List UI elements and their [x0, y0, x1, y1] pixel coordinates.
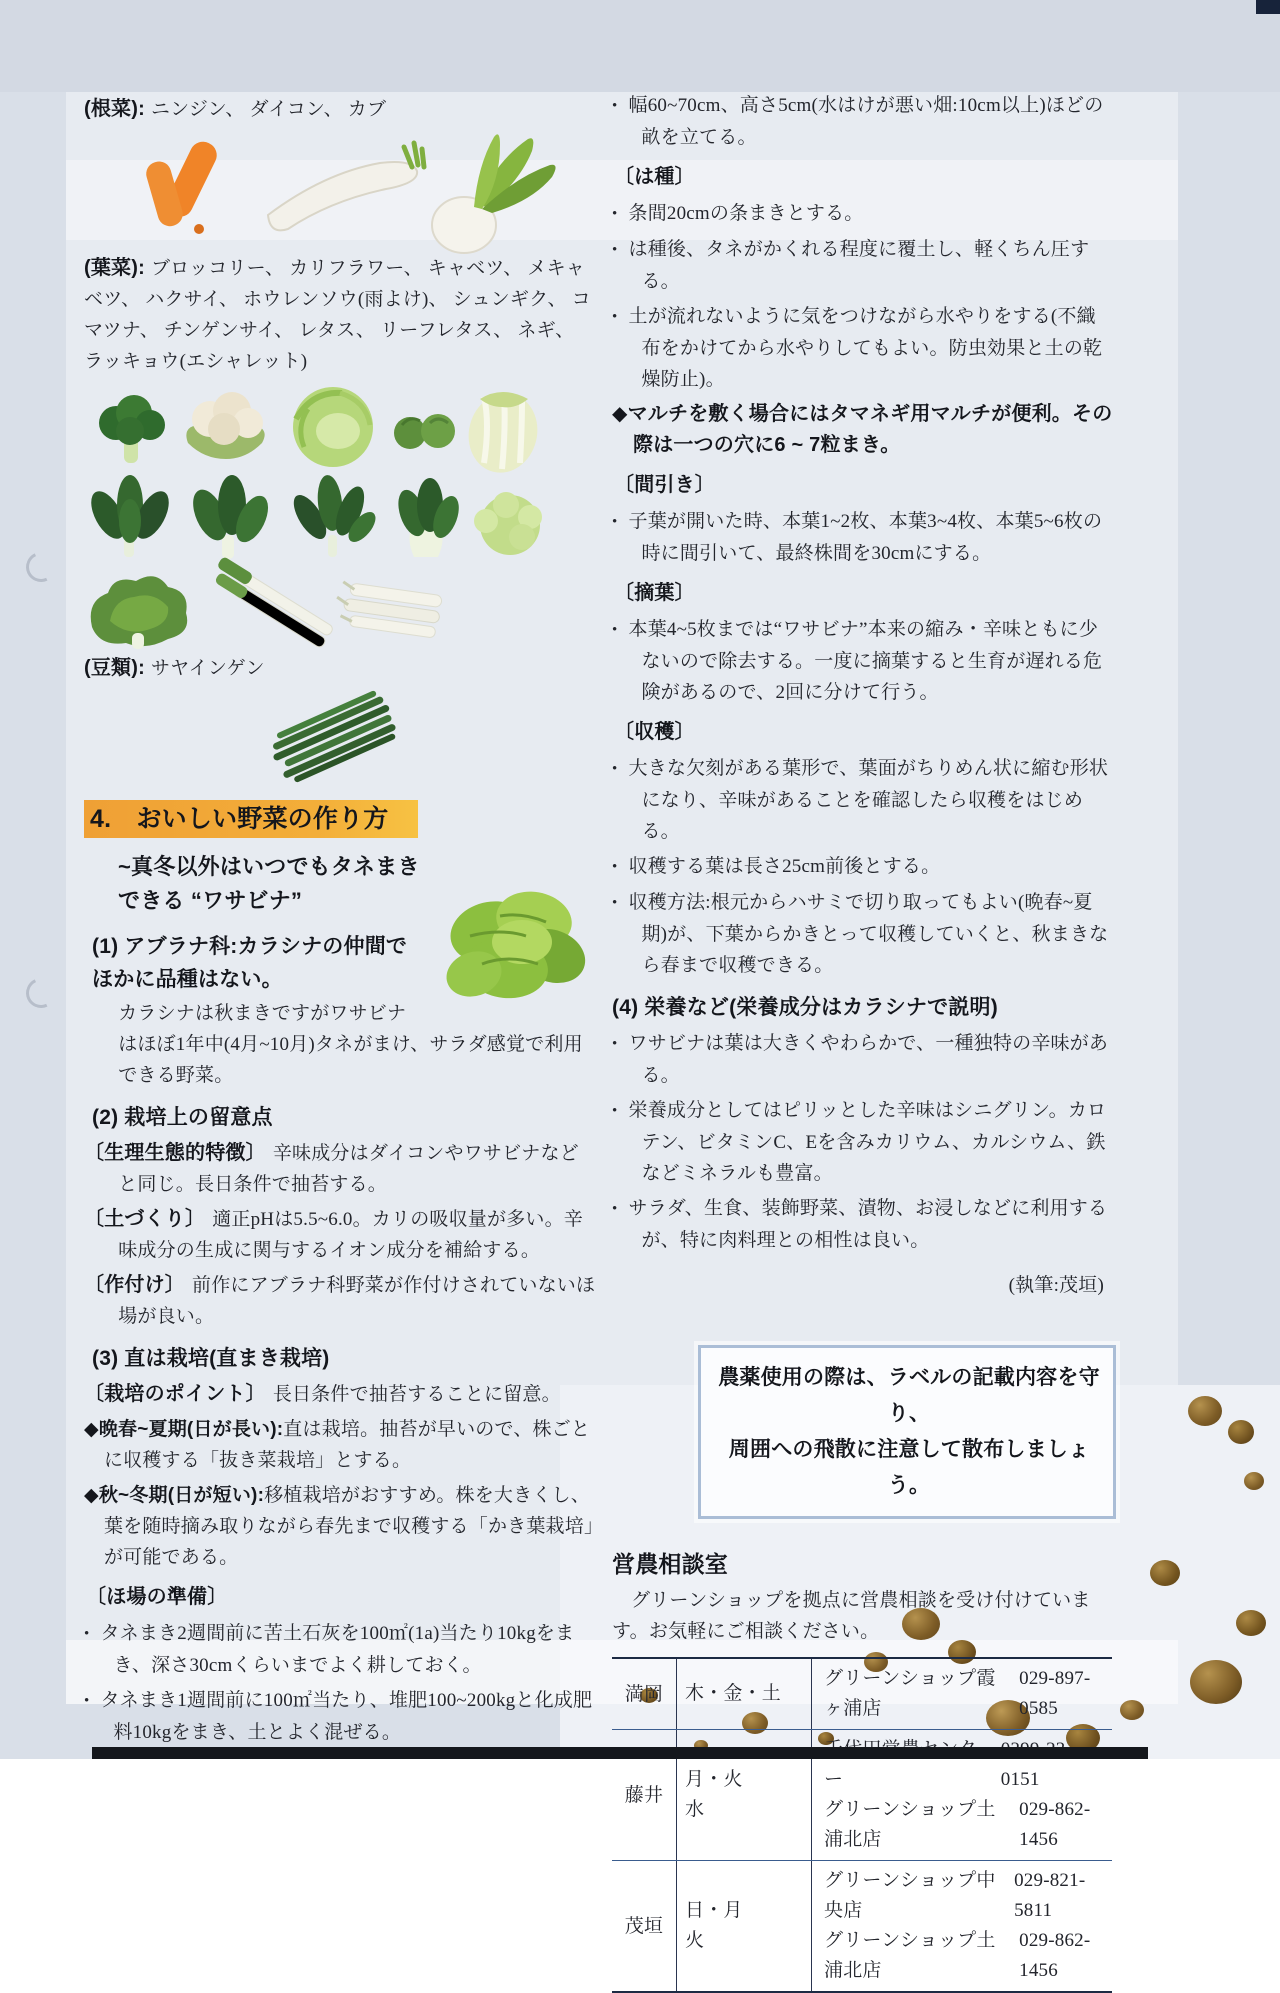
nutrition-bullet-2	[612, 1095, 1114, 1189]
beans-images	[84, 688, 598, 784]
bullet-marker: •	[612, 1103, 618, 1119]
bullet-marker: •	[612, 895, 618, 911]
shop-name: グリーンショップ土浦北店	[824, 1930, 996, 1981]
consultation-intro: グリーンショップを拠点に営農相談を受け付けています。お気軽にご相談ください。	[612, 1590, 1091, 1642]
table-row	[612, 1659, 1112, 1729]
sowing-bullet-3	[612, 301, 1114, 395]
advisor-days-line2: 水	[685, 1799, 705, 1820]
shop-name: ー	[824, 1769, 844, 1790]
bullet-marker: •	[612, 309, 618, 325]
leaf-veg-line	[84, 253, 598, 377]
advisor-days	[677, 1861, 812, 1991]
soil-crumb	[1190, 1660, 1242, 1704]
diamond-marker: ◆	[84, 1419, 99, 1440]
right-column	[612, 86, 1114, 1993]
sowing-bullet-1-text: 条間20cmの条まきとする。	[628, 203, 864, 224]
chingensai-image	[384, 479, 468, 561]
late-spring-para	[84, 1414, 598, 1476]
soil-crumb	[1188, 1396, 1222, 1426]
advisor-days	[677, 1659, 812, 1729]
physiology-para	[84, 1138, 598, 1200]
field-prep-bullet-2	[84, 1685, 598, 1748]
bullet-marker: •	[612, 622, 618, 638]
thinning-bullet-text: 子葉が開いた時、本葉1~2枚、本葉3~4枚、本葉5~6枚の時に間引いて、最終株間を30cmにする。	[628, 511, 1103, 564]
soilprep-label: 〔土づくり〕	[84, 1208, 206, 1230]
advisor-days-line1: 日・月	[685, 1900, 743, 1921]
autumn-winter-text: 移植栽培がおすすめ。株を大きくし、葉を随時摘み取りながら春先まで収穫する「かき葉栽培」が可能である。	[103, 1485, 594, 1568]
ridge-bullet	[612, 90, 1114, 153]
pesticide-notice-line2: 周囲への飛散に注意して散布しましょう。	[728, 1438, 1090, 1497]
sowing-bullet-3-text: 土が流れないように気をつけながら水やりをする(不織布をかけてから水やりしてもよい。防虫効果と土の乾燥防止)。	[628, 306, 1103, 390]
table-row	[612, 1860, 1112, 1991]
harvest-bullet-3	[612, 887, 1114, 981]
shop-phone: 029-862-1456	[1019, 1930, 1091, 1981]
field-prep-heading: 〔ほ場の準備〕	[86, 1586, 228, 1608]
cabbage-image	[282, 381, 384, 469]
consultation-title: 営農相談室	[612, 1551, 728, 1577]
shop-name: グリーンショップ土浦北店	[824, 1799, 996, 1850]
advisor-locations	[812, 1861, 1112, 1991]
item1-body: カラシナは秋まきですがワサビナはほぼ1年中(4月~10月)タネがまけ、サラダ感覚で利用できる野菜。	[118, 1003, 583, 1086]
cropping-para	[84, 1270, 598, 1332]
late-spring-lead: 晩春~夏期(日が長い):	[98, 1419, 284, 1440]
nutrition-bullet-1	[612, 1028, 1114, 1091]
turnip-image	[416, 121, 566, 261]
cropping-text: 前作にアブラナ科野菜が作付けされていないほ場が良い。	[118, 1275, 596, 1327]
location-line	[824, 1664, 1110, 1724]
soilprep-text: 適正pHは5.5~6.0。カリの吸収量が多い。辛味成分の生成に関与するイオン成分を補給する。	[118, 1209, 584, 1261]
shop-phone: 029-862-1456	[1019, 1799, 1091, 1850]
beans-line	[84, 653, 598, 684]
late-spring-text: 直は栽培。抽苔が早いので、株ごとに収穫する「抜き菜栽培」とする。	[103, 1419, 591, 1471]
advisor-days-line1: 月・火	[685, 1769, 743, 1790]
nutrition-bullet-3	[612, 1193, 1114, 1256]
leaf-picking-bullet-text: 本葉4~5枚までは“ワサビナ”本来の縮み・辛味ともに少ないので除去する。一度に摘葉すると生育が遅れる危険があるので、2回に分けて行う。	[628, 619, 1103, 703]
root-veg-images	[84, 129, 598, 253]
harvest-bullet-2	[612, 851, 1114, 883]
field-prep-bullet-1-text: タネまき2週間前に苦土石灰を100㎡(1a)当たり10kgをまき、深さ30cmくらいまでよく耕しておく。	[100, 1623, 575, 1676]
scan-corner-mark	[1256, 0, 1280, 14]
bullet-marker: •	[84, 1693, 90, 1709]
advisor-name: 満岡	[612, 1659, 677, 1729]
location-line	[824, 1926, 1110, 1986]
cropping-label: 〔作付け〕	[84, 1274, 185, 1296]
bullet-marker: •	[84, 1626, 90, 1642]
advisor-locations	[812, 1659, 1112, 1729]
shop-phone: 029-821-5811	[1014, 1870, 1086, 1921]
nutrition-bullet-1-text: ワサビナは葉は大きくやわらかで、一種独特の辛味がある。	[628, 1033, 1109, 1086]
bullet-marker: •	[612, 514, 618, 530]
autumn-winter-para	[84, 1480, 598, 1573]
green-beans-image	[260, 688, 410, 784]
pesticide-notice-box	[698, 1345, 1116, 1519]
shop-phone: 029-897-0585	[1019, 1668, 1091, 1719]
komatsuna-image	[186, 479, 274, 563]
bullet-marker: •	[612, 206, 618, 222]
beans-label: (豆類):	[84, 657, 145, 679]
section4-subtitle-line2: できる “ワサビナ”	[118, 888, 303, 913]
section4	[84, 784, 598, 1748]
carrot-image	[136, 133, 256, 251]
leaf-lettuce-image	[84, 567, 196, 653]
harvest-bullet-2-text: 収穫する葉は長さ25cm前後とする。	[628, 856, 941, 877]
item2-heading: (2) 栽培上の留意点	[92, 1106, 273, 1129]
pesticide-notice-line1: 農薬使用の際は、ラベルの記載内容を守り、	[718, 1366, 1100, 1425]
shop-name: グリーンショップ中央店	[824, 1870, 996, 1921]
thinning-bullet	[612, 506, 1114, 569]
soil-crumb	[1228, 1420, 1254, 1444]
ridge-bullet-text: 幅60~70cm、高さ5cm(水はけが悪い畑:10cm以上)ほどの畝を立てる。	[628, 95, 1104, 148]
growpoint-text: 長日条件で抽苔することに留意。	[272, 1384, 561, 1405]
bullet-marker: •	[612, 859, 618, 875]
mulch-para	[612, 399, 1114, 461]
harvest-bullet-3-text: 収穫方法:根元からハサミで切り取ってもよい(晩春~夏期)が、下葉からかきとって収穫していくと、秋まきなら春まで収穫できる。	[628, 892, 1109, 976]
advisor-name: 茂垣	[612, 1861, 677, 1991]
spinach-image	[86, 477, 174, 561]
physiology-text: 辛味成分はダイコンやワサビナなどと同じ。長日条件で抽苔する。	[118, 1143, 579, 1195]
leaf-veg-items: ブロッコリー、 カリフラワー、 キャベツ、 メキャベツ、 ハクサイ、 ホウレンソウ(雨よけ)、 シュンギク、 コマツナ、 チンゲンサイ、 レタス、 リーフレタス、 ネギ、 ラッキョウ(エシャレット)	[84, 258, 591, 372]
growpoint-para	[84, 1379, 598, 1410]
nutrition-bullet-2-text: 栄養成分としてはピリッとした辛味はシニグリン。カロテン、ビタミンC、Eを含みカリウム、カルシウム、鉄などミネラルも豊富。	[628, 1100, 1107, 1184]
diamond-marker: ◆	[84, 1485, 99, 1506]
root-veg-label: (根菜):	[84, 98, 145, 120]
soil-crumb	[1244, 1472, 1264, 1490]
soil-crumb	[1120, 1700, 1144, 1720]
consultation-section	[612, 1549, 1114, 1993]
scan-edge-bar	[92, 1747, 1148, 1759]
soil-crumb	[1150, 1560, 1180, 1586]
bullet-marker: •	[612, 1201, 618, 1217]
lettuce-image	[464, 487, 556, 559]
item4-heading: (4) 栄養など(栄養成分はカラシナで説明)	[612, 996, 998, 1019]
sowing-heading: 〔は種〕	[614, 166, 695, 188]
thinning-heading: 〔間引き〕	[614, 474, 715, 496]
scan-band-top	[0, 0, 1280, 92]
sowing-bullet-1	[612, 198, 1114, 230]
shungiku-image	[290, 477, 378, 561]
nutrition-bullet-3-text: サラダ、生食、装飾野菜、漬物、お浸しなどに利用するが、特に肉料理との相性は良い。	[628, 1198, 1108, 1251]
brussels-sprouts-image	[392, 407, 458, 457]
sowing-bullet-2	[612, 234, 1114, 297]
hole-punch-bottom	[22, 974, 60, 1012]
left-column	[84, 94, 598, 1752]
wasabina-image	[430, 872, 598, 1020]
autumn-winter-lead: 秋~冬期(日が短い):	[98, 1485, 265, 1506]
beans-items: サヤインゲン	[150, 658, 265, 679]
sowing-bullet-2-text: は種後、タネがかくれる程度に覆土し、軽くちん圧する。	[628, 239, 1090, 292]
diamond-marker: ◆	[612, 403, 628, 425]
author-byline: (執筆:茂垣)	[1008, 1275, 1104, 1296]
rakkyo-image	[326, 563, 460, 655]
bullet-marker: •	[612, 98, 618, 114]
section4-title: 4. おいしい野菜の作り方	[84, 800, 418, 838]
leaf-picking-bullet	[612, 614, 1114, 708]
location-line	[824, 1795, 1110, 1855]
item1-heading: (1) アブラナ科:カラシナの仲間でほかに品種はない。	[92, 935, 408, 991]
cauliflower-image	[180, 385, 272, 469]
leaf-veg-label: (葉菜):	[84, 257, 145, 279]
leaf-veg-images	[84, 381, 598, 653]
bullet-marker: •	[612, 242, 618, 258]
daikon-image	[254, 129, 429, 251]
soilprep-para	[84, 1204, 598, 1266]
leaf-picking-heading: 〔摘葉〕	[614, 582, 695, 604]
bullet-marker: •	[612, 761, 618, 777]
harvest-bullet-1	[612, 753, 1114, 847]
consultation-table	[612, 1657, 1112, 1993]
advisor-days-line1: 木・金・土	[685, 1683, 782, 1704]
section4-subtitle-line1: ~真冬以外はいつでもタネまき	[118, 854, 420, 879]
location-line	[824, 1866, 1110, 1926]
growpoint-label: 〔栽培のポイント〕	[84, 1383, 266, 1405]
item3-heading: (3) 直は栽培(直まき栽培)	[92, 1347, 330, 1370]
field-prep-bullet-1	[84, 1618, 598, 1681]
bullet-marker: •	[612, 1036, 618, 1052]
harvest-bullet-1-text: 大きな欠刻がある葉形で、葉面がちりめん状に縮む形状になり、辛味があることを確認したら収穫をはじめる。	[628, 758, 1109, 842]
shop-phone: 0151	[1000, 1769, 1040, 1790]
soil-crumb	[1236, 1610, 1266, 1636]
hole-punch-top	[22, 548, 60, 586]
location-line	[824, 1735, 1110, 1795]
harvest-heading: 〔収穫〕	[614, 721, 695, 743]
advisor-name: 藤井	[612, 1730, 677, 1860]
napa-cabbage-image	[454, 383, 552, 475]
mulch-text: マルチを敷く場合にはタマネギ用マルチが便利。その際は一つの穴に6 ~ 7粒まき。	[627, 403, 1113, 456]
physiology-label: 〔生理生態的特徴〕	[84, 1142, 266, 1164]
root-veg-items: ニンジン、 ダイコン、 カブ	[150, 99, 387, 120]
broccoli-image	[90, 389, 172, 469]
field-prep-bullet-2-text: タネまき1週間前に100㎡当たり、堆肥100~200kgと化成肥料10kgをまき、土とよく混ぜる。	[100, 1690, 593, 1743]
shop-name: グリーンショップ霞ヶ浦店	[824, 1668, 996, 1719]
advisor-days-line2: 火	[685, 1930, 705, 1951]
